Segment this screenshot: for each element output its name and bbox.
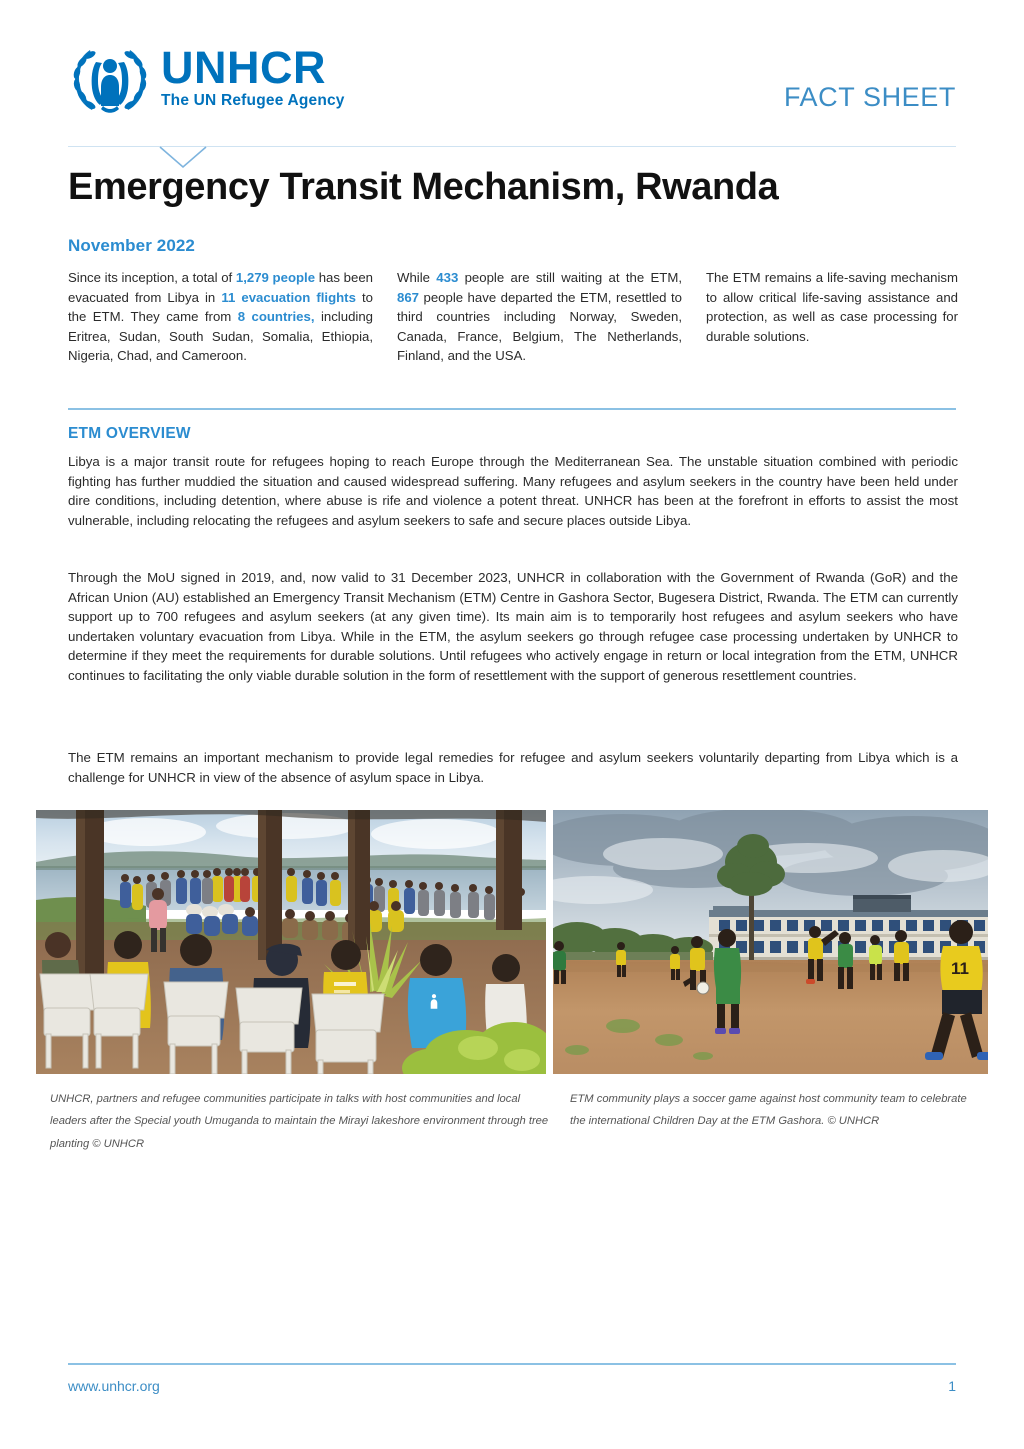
intro-text-2c: people have departed the ETM, resettled to third countries including Norway, Sweden, Canada, France, Belgium, The Netherlands, Finland, and the USA. [397,289,682,364]
svg-text:11: 11 [951,959,969,978]
section-divider [68,408,956,410]
footer-divider [68,1363,956,1365]
page-title: Emergency Transit Mechanism, Rwanda [68,166,779,208]
unhcr-logo [68,36,345,118]
photo-caption-left: UNHCR, partners and refugee communities participate in talks with host communities and local leaders after the Special youth Umuganda to maintain the Mirayi lakeshore environment through tree planting © UNHCR [50,1093,549,1150]
intro-text-1c: to the ETM. They came from [68,289,374,325]
footer-website-link[interactable]: www.unhcr.org [68,1378,160,1394]
section-heading-etm-overview: ETM OVERVIEW [68,425,191,442]
intro-text-1b: has been evacuated from Libya in [68,270,373,305]
stat-waiting: 433 [436,270,459,285]
footer-page-number: 1 [948,1378,956,1394]
intro-column-1 [68,268,373,366]
stat-total-evacuated: 1,279 people [235,270,316,285]
intro-text-2a: While [397,270,437,285]
logo-tagline: The UN Refugee Agency [161,92,345,110]
photo-gallery [36,810,988,1074]
intro-text-2b: people are still waiting at the ETM, [458,270,682,285]
photo-community-talks-image [36,810,546,1074]
photo-caption-right: ETM community plays a soccer game against host community team to celebrate the international Children Day at the ETM Gashora. © UNHCR [570,1093,967,1128]
photo-soccer-game-image [553,810,988,1074]
intro-column-2 [397,268,682,366]
overview-paragraph-3: The ETM remains an important mechanism to provide legal remedies for refugee and asylum seekers voluntarily departing from Libya which is a challenge for UNHCR in view of the absence of asylum space in Libya. [68,750,958,785]
page-header [0,0,1024,140]
logo-wordmark: UNHCR [161,41,326,93]
publication-date: November 2022 [68,236,195,255]
intro-text-1a: Since its inception, a total of [68,270,236,285]
overview-paragraph-2: Through the MoU signed in 2019, and, now valid to 31 December 2023, UNHCR in collaboration with the Government of Rwanda (GoR) and the African Union (AU) established an Emergency Transit Mechanism (ETM) Centre in Gashora Sector, Bugesera District, Rwanda. The ETM can currently support up to 700 refugees and asylum seekers (at any given time). Its main aim is to temporarily host refugees and asylum seekers who have undertaken voluntary evacuation from Libya. While in the ETM, the asylum seekers go through refugee case processing undertaken by UNHCR to determine if they meet the requirements for durable solutions. Until refugees who actively engage in return or local integration from the ETM, UNHCR continues to facilitating the only viable durable solution in the form of resettlement with the support of generous resettlement countries. [68,570,958,683]
document-type-label: FACT SHEET [783,82,956,112]
overview-paragraph-1: Libya is a major transit route for refugees hoping to reach Europe through the Mediterranean Sea. The unstable situation combined with periodic fighting has further muddied the situation and caused widespread suffering. Many refugees and asylum seekers in the country have been held under dire conditions, including detention, where abuse is rife and violence a potent threat. UNHCR has been at the forefront in efforts to assist the most vulnerable, including relocating the refugees and asylum seekers to safe and secure places outside Libya. [68,454,958,528]
stat-countries: 8 countries, [237,309,315,325]
intro-columns [68,268,958,366]
photo-soccer-game [553,810,988,1074]
stat-evacuation-flights: 11 evacuation flights [221,289,356,305]
intro-column-3: The ETM remains a life-saving mechanism to allow critical life-saving assistance and protection, as well as case processing for durable solutions. [706,270,958,344]
stat-departed: 867 [397,289,420,305]
photo-community-talks [36,810,546,1074]
unhcr-emblem-icon [68,36,152,118]
intro-text-1d: including Eritrea, Sudan, South Sudan, Somalia, Ethiopia, Nigeria, Chad, and Cameroon. [68,309,374,364]
